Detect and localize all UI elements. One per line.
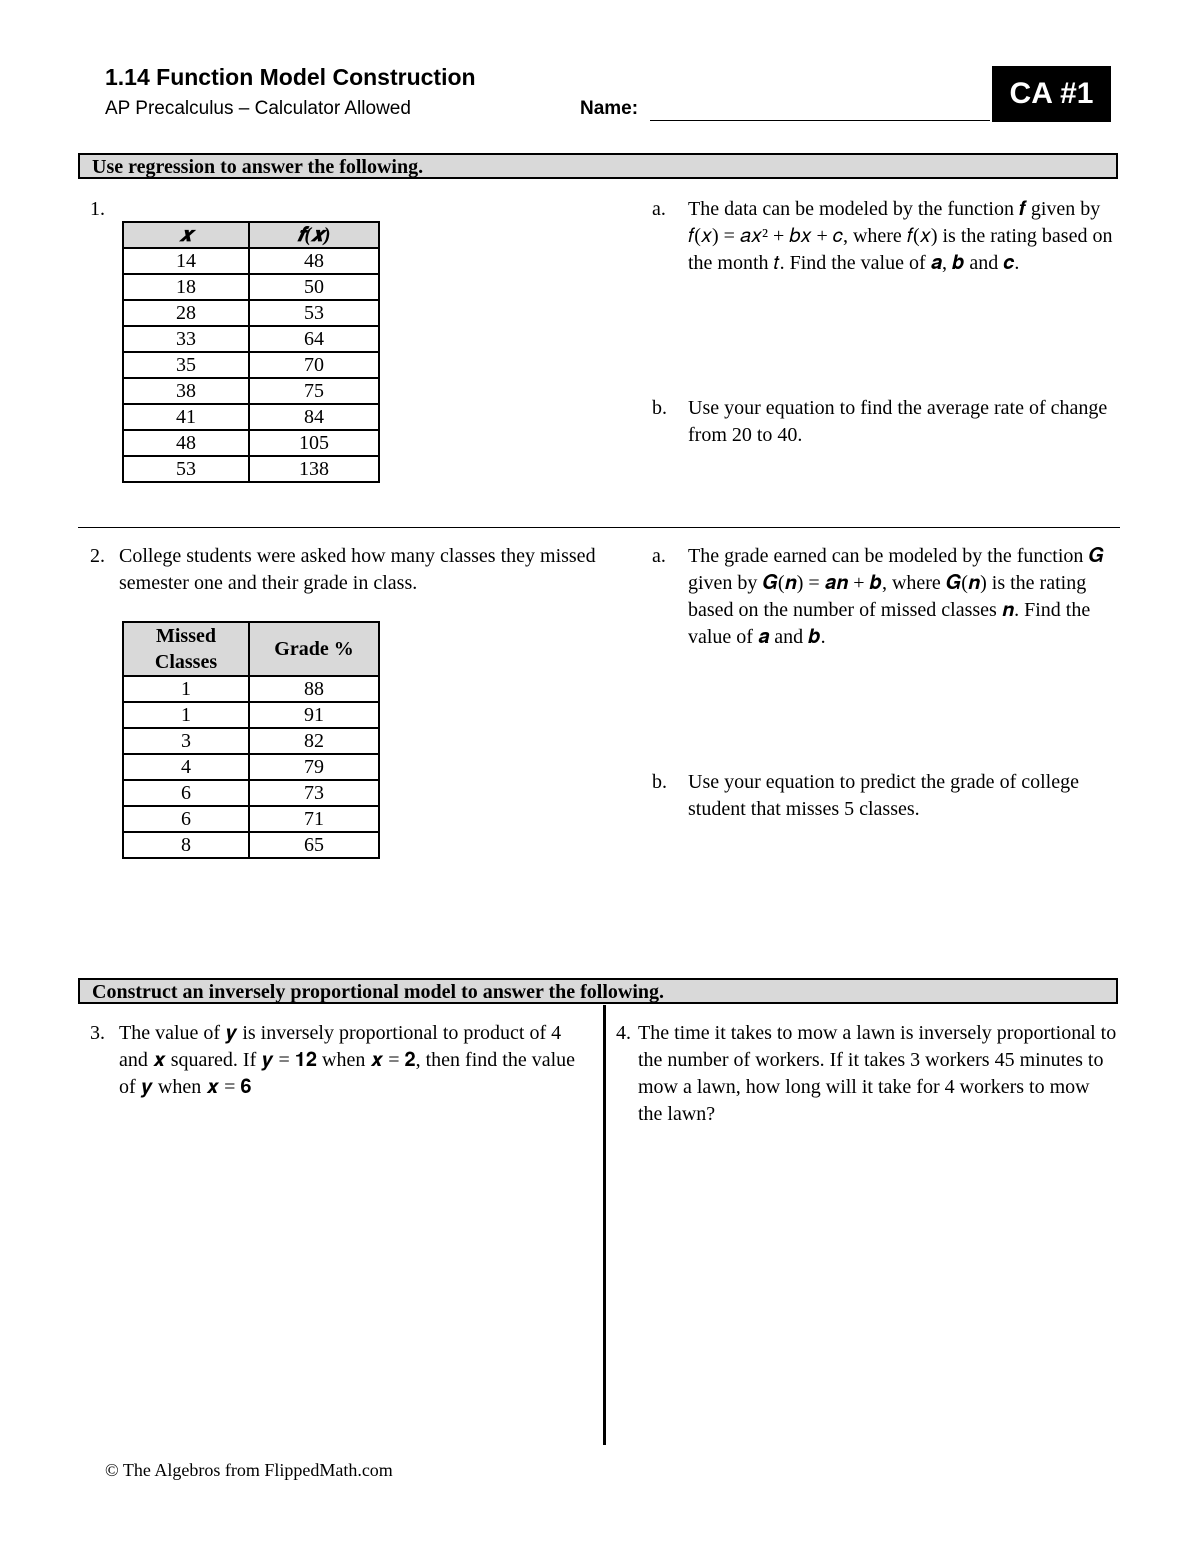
table-cell: 6 — [123, 806, 249, 832]
table-cell: 88 — [249, 676, 379, 702]
q4-text: The time it takes to mow a lawn is inversely proportional to the number of workers. If it takes 3 workers 45 minutes to mow a lawn, how long will it take for 4 workers to mow the lawn? — [638, 1022, 1117, 1125]
table-cell: 65 — [249, 832, 379, 858]
table-row — [123, 702, 379, 728]
q1-col-x: 𝒙 — [123, 222, 249, 248]
section-header-regression: Use regression to answer the following. — [78, 153, 1118, 179]
table-cell: 71 — [249, 806, 379, 832]
q2b-label: b. — [652, 771, 667, 793]
table-cell: 1 — [123, 676, 249, 702]
table-row — [123, 248, 379, 274]
table-row — [123, 404, 379, 430]
copyright-footer: © The Algebros from FlippedMath.com — [105, 1460, 393, 1480]
table-row — [123, 676, 379, 702]
q4-number: 4. — [616, 1022, 631, 1044]
table-cell: 91 — [249, 702, 379, 728]
table-row — [123, 832, 379, 858]
table-row — [123, 780, 379, 806]
table-cell: 105 — [249, 430, 379, 456]
table-cell: 35 — [123, 352, 249, 378]
table-cell: 70 — [249, 352, 379, 378]
table-cell: 138 — [249, 456, 379, 482]
table-row — [123, 456, 379, 482]
q2a-text: The grade earned can be modeled by the function 𝑮 given by 𝑮(𝒏) = 𝒂𝒏 + 𝒃, where 𝑮(𝒏) is the rating based on the number of missed classes 𝒏. Find the value of 𝒂 and 𝒃. — [688, 545, 1104, 648]
table-row — [123, 378, 379, 404]
section-header-inverse: Construct an inversely proportional model to answer the following. — [78, 978, 1118, 1004]
q3-number: 3. — [90, 1022, 105, 1044]
q2b-text: Use your equation to predict the grade of college student that misses 5 classes. — [688, 771, 1079, 820]
q1b-label: b. — [652, 397, 667, 419]
table-cell: 18 — [123, 274, 249, 300]
table-cell: 33 — [123, 326, 249, 352]
table-row — [123, 300, 379, 326]
table-cell: 53 — [123, 456, 249, 482]
table-cell: 53 — [249, 300, 379, 326]
table-cell: 28 — [123, 300, 249, 326]
q3-text: The value of 𝒚 is inversely proportional to product of 4 and 𝒙 squared. If 𝒚 = 𝟏𝟐 when 𝒙 = 𝟐, then find the value of 𝒚 when 𝒙 = 𝟔 — [119, 1022, 576, 1098]
q2a-label: a. — [652, 545, 666, 567]
name-label: Name: — [580, 98, 639, 119]
table-cell: 48 — [123, 430, 249, 456]
table-cell: 73 — [249, 780, 379, 806]
q2-col-grade: Grade % — [249, 622, 379, 676]
table-cell: 64 — [249, 326, 379, 352]
table-cell: 41 — [123, 404, 249, 430]
q1-data-table — [122, 221, 380, 483]
q1-col-fx: 𝒇(𝒙) — [249, 222, 379, 248]
table-row — [123, 754, 379, 780]
table-row — [123, 274, 379, 300]
table-cell: 6 — [123, 780, 249, 806]
worksheet-title: 1.14 Function Model Construction — [105, 64, 476, 90]
table-cell: 84 — [249, 404, 379, 430]
name-line[interactable] — [650, 120, 990, 121]
q2-data-table — [122, 621, 380, 859]
q2-text: College students were asked how many classes they missed semester one and their grade in class. — [119, 545, 596, 594]
table-cell: 1 — [123, 702, 249, 728]
table-row — [123, 326, 379, 352]
table-cell: 79 — [249, 754, 379, 780]
table-row — [123, 430, 379, 456]
q2-col-missed: Missed Classes — [123, 622, 249, 676]
divider — [78, 527, 1120, 528]
column-divider — [603, 1005, 606, 1445]
table-cell: 8 — [123, 832, 249, 858]
table-cell: 3 — [123, 728, 249, 754]
q2-number: 2. — [90, 545, 105, 567]
table-cell: 14 — [123, 248, 249, 274]
q1b-text: Use your equation to find the average rate of change from 20 to 40. — [688, 397, 1108, 446]
table-cell: 82 — [249, 728, 379, 754]
table-row — [123, 728, 379, 754]
table-cell: 4 — [123, 754, 249, 780]
assignment-badge: CA #1 — [992, 66, 1111, 122]
q1-number: 1. — [90, 198, 105, 220]
table-cell: 48 — [249, 248, 379, 274]
table-cell: 38 — [123, 378, 249, 404]
table-cell: 50 — [249, 274, 379, 300]
worksheet-subtitle: AP Precalculus – Calculator Allowed — [105, 98, 411, 119]
q1a-text: The data can be modeled by the function 𝒇 given by 𝑓(𝑥) = 𝑎𝑥² + 𝑏𝑥 + 𝑐, where 𝑓(𝑥) is the rating based on the month 𝑡. Find the value of 𝒂, 𝒃 and 𝒄. — [688, 198, 1113, 274]
table-row — [123, 806, 379, 832]
table-cell: 75 — [249, 378, 379, 404]
q1a-label: a. — [652, 198, 666, 220]
table-row — [123, 352, 379, 378]
